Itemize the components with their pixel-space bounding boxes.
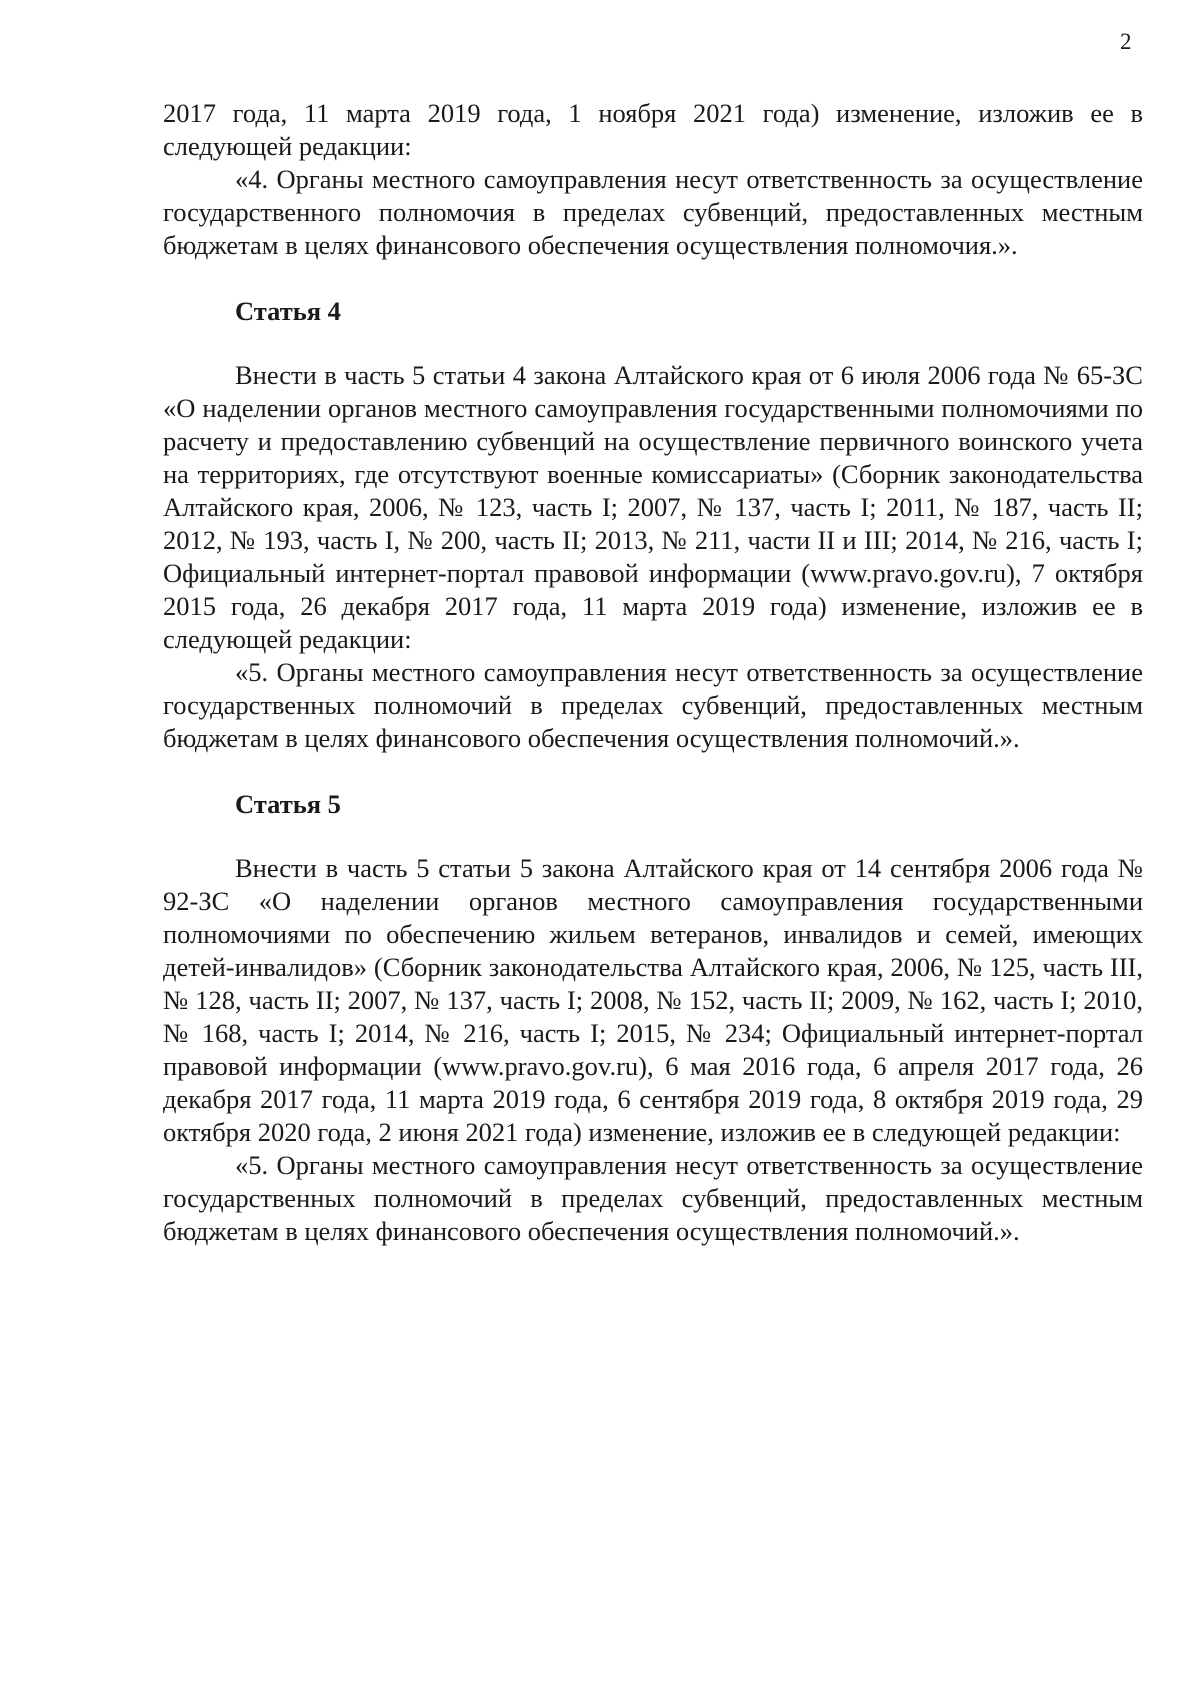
article-5-heading: Статья 5 [235,789,341,819]
intro-quote: «4. Органы местного самоуправления несут ответственность за осуществление государственного полномочия в пределах субвенций, предоставленных местным бюджетам в целях финансового обеспечения осуществления полномочия.». [163,164,1143,260]
article-4-heading: Статья 4 [235,296,341,326]
article-5-body: Внести в часть 5 статьи 5 закона Алтайского края от 14 сентября 2006 года № 92-ЗС «О наделении органов местного самоуправления государственными полномочиями по обеспечению жильем ветеранов, инвалидов и семей, имеющих детей-инвалидов» (Сборник законодательства Алтайского края, 2006, № 125, часть III, № 128, часть II; 2007, № 137, часть I; 2008, № 152, часть II; 2009, № 162, часть I; 2010, № 168, часть I; 2014, № 216, часть I; 2015, № 234; Официальный интернет-портал правовой информации (www.pravo.gov.ru), 6 мая 2016 года, 6 апреля 2017 года, 26 декабря 2017 года, 11 марта 2019 года, 6 сентября 2019 года, 8 октября 2019 года, 29 октября 2020 года, 2 июня 2021 года) изменение, изложив ее в следующей редакции: [163,853,1143,1147]
article-4-body: Внести в часть 5 статьи 4 закона Алтайского края от 6 июля 2006 года № 65-ЗС «О наделении органов местного самоуправления государственными полномочиями по расчету и предоставлению субвенций на осуществление первичного воинского учета на территориях, где отсутствуют военные комиссариаты» (Сборник законодательства Алтайского края, 2006, № 123, часть I; 2007, № 137, часть I; 2011, № 187, часть II; 2012, № 193, часть I, № 200, часть II; 2013, № 211, части II и III; 2014, № 216, часть I; Официальный интернет-портал правовой информации (www.pravo.gov.ru), 7 октября 2015 года, 26 декабря 2017 года, 11 марта 2019 года) изменение, изложив ее в следующей редакции: [163,360,1143,654]
intro-continuation: 2017 года, 11 марта 2019 года, 1 ноября 2021 года) изменение, изложив ее в следующей редакции: [163,98,1143,161]
article-4-quote: «5. Органы местного самоуправления несут ответственность за осуществление государственных полномочий в пределах субвенций, предоставленных местным бюджетам в целях финансового обеспечения осуществления полномочий.». [163,657,1143,753]
document-body [163,97,1143,1248]
article-5-quote: «5. Органы местного самоуправления несут ответственность за осуществление государственных полномочий в пределах субвенций, предоставленных местным бюджетам в целях финансового обеспечения осуществления полномочий.». [163,1150,1143,1246]
page-number: 2 [1120,29,1132,54]
